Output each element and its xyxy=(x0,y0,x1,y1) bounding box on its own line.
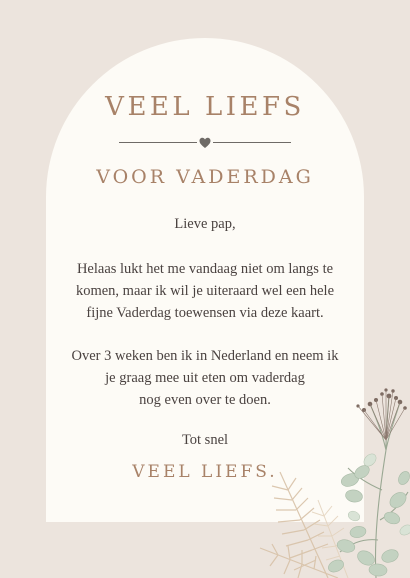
card-subtitle: VOOR VADERDAG xyxy=(96,166,314,188)
message-line: je graag mee uit eten om vaderdag xyxy=(105,370,305,386)
message-line: Over 3 weken ben ik in Nederland en neem ik xyxy=(71,348,339,364)
message-paragraph-1 xyxy=(0,258,410,324)
divider-line-left xyxy=(119,142,197,143)
greeting-text: Lieve pap, xyxy=(174,216,236,232)
message-line: fijne Vaderdag toewensen via deze kaart. xyxy=(86,305,324,321)
heart-divider xyxy=(119,137,291,149)
heart-icon xyxy=(199,137,211,149)
message-line: Helaas lukt het me vandaag niet om langs te xyxy=(76,261,334,277)
floral-decoration-illustration xyxy=(258,380,410,578)
closing-text: Tot snel xyxy=(181,432,229,448)
signature-text: VEEL LIEFS. xyxy=(132,462,278,482)
message-line: komen, maar ik wil je uiteraard wel een hele xyxy=(75,283,335,299)
message-line: nog even over te doen. xyxy=(139,392,271,408)
divider-line-right xyxy=(213,142,291,143)
card-title: VEEL LIEFS xyxy=(105,92,305,122)
